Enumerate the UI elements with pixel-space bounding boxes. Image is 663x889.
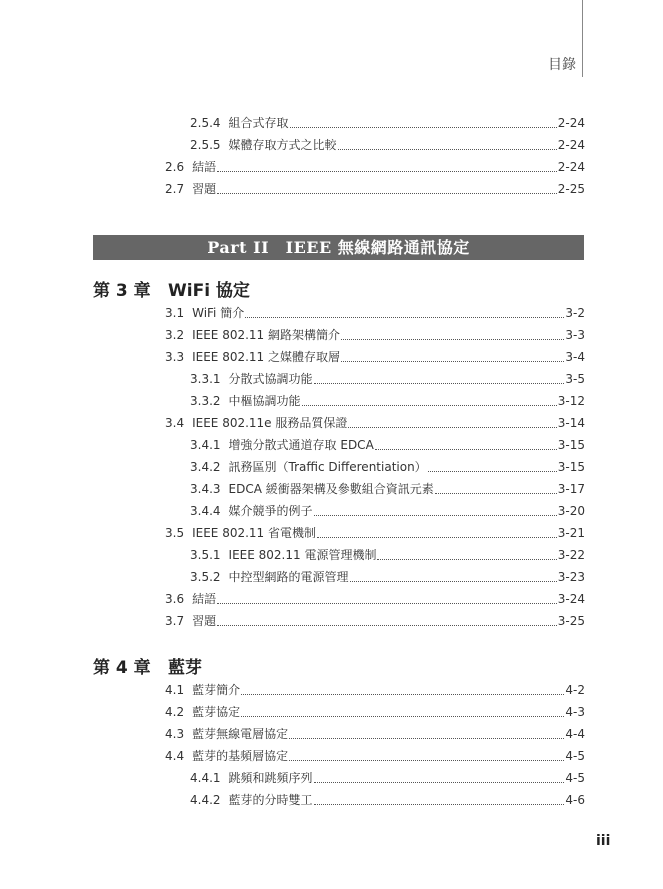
toc-entry[interactable] <box>190 367 585 387</box>
entry-title: 結語 <box>192 592 217 606</box>
entry-title: 結語 <box>192 160 217 174</box>
dot-leader <box>217 603 557 604</box>
entry-title: 增強分散式通道存取 EDCA <box>228 438 374 452</box>
toc-entry[interactable] <box>165 521 585 541</box>
entry-title: 藍芽的分時雙工 <box>228 793 313 807</box>
toc-entry[interactable] <box>190 389 585 409</box>
dot-leader <box>302 405 557 406</box>
dot-leader <box>338 149 557 150</box>
entry-title: IEEE 802.11 省電機制 <box>192 526 316 540</box>
entry-number: 3.3 <box>165 350 185 364</box>
dot-leader <box>245 317 564 318</box>
entry-page: 3-3 <box>565 328 585 342</box>
entry-title: IEEE 802.11 電源管理機制 <box>228 548 377 562</box>
entry-title: 跳頻和跳頻序列 <box>228 771 313 785</box>
dot-leader <box>341 361 564 362</box>
dot-leader <box>217 625 557 626</box>
toc-entry[interactable] <box>190 455 585 475</box>
entry-page: 3-2 <box>565 306 585 320</box>
entry-number: 2.5.5 <box>190 138 221 152</box>
toc-entry[interactable] <box>190 111 585 131</box>
entry-page: 3-5 <box>565 372 585 386</box>
dot-leader <box>375 449 557 450</box>
entry-title: IEEE 802.11 網路架構簡介 <box>192 328 340 342</box>
toc-entry[interactable] <box>165 301 585 321</box>
entry-number: 2.6 <box>165 160 185 174</box>
dot-leader <box>377 559 556 560</box>
toc-entry[interactable] <box>165 609 585 629</box>
dot-leader <box>289 760 564 761</box>
entry-number: 3.1 <box>165 306 185 320</box>
entry-page: 4-2 <box>565 683 585 697</box>
toc-entry[interactable] <box>165 722 585 742</box>
entry-title: IEEE 802.11 之媒體存取層 <box>192 350 340 364</box>
entry-page: 3-20 <box>557 504 585 518</box>
entry-page: 3-22 <box>557 548 585 562</box>
entry-number: 4.1 <box>165 683 185 697</box>
toc-entry[interactable] <box>165 700 585 720</box>
entry-number: 2.7 <box>165 182 185 196</box>
entry-title: 藍芽協定 <box>192 705 241 719</box>
dot-leader <box>348 427 556 428</box>
entry-number: 4.2 <box>165 705 185 719</box>
entry-page: 3-23 <box>557 570 585 584</box>
dot-leader <box>314 515 557 516</box>
toc-entry[interactable] <box>165 411 585 431</box>
toc-entry[interactable] <box>165 155 585 175</box>
dot-leader <box>290 127 557 128</box>
part-banner: Part II IEEE 無線網路通訊協定 <box>93 235 584 260</box>
entry-number: 3.7 <box>165 614 185 628</box>
toc-entry[interactable] <box>165 678 585 698</box>
toc-entry[interactable] <box>165 744 585 764</box>
chapter-heading-3[interactable] <box>93 276 393 301</box>
dot-leader <box>341 339 564 340</box>
toc-entry[interactable] <box>165 345 585 365</box>
dot-leader <box>241 694 564 695</box>
entry-number: 3.4.3 <box>190 482 221 496</box>
dot-leader <box>314 383 565 384</box>
dot-leader <box>217 171 557 172</box>
toc-entry[interactable] <box>165 323 585 343</box>
entry-page: 4-6 <box>565 793 585 807</box>
margin-rule <box>582 0 583 77</box>
entry-number: 2.5.4 <box>190 116 221 130</box>
entry-title: 藍芽簡介 <box>192 683 241 697</box>
entry-number: 4.4.2 <box>190 793 221 807</box>
entry-number: 3.5 <box>165 526 185 540</box>
dot-leader <box>350 581 557 582</box>
entry-page: 3-14 <box>557 416 585 430</box>
entry-title: WiFi 簡介 <box>192 306 245 320</box>
entry-page: 2-24 <box>557 138 585 152</box>
entry-title: 分散式協調功能 <box>228 372 313 386</box>
entry-title: 習題 <box>192 182 217 196</box>
entry-page: 4-5 <box>565 749 585 763</box>
dot-leader <box>241 716 564 717</box>
toc-entry[interactable] <box>190 565 585 585</box>
entry-page: 3-17 <box>557 482 585 496</box>
dot-leader <box>317 537 557 538</box>
entry-number: 3.4 <box>165 416 185 430</box>
entry-title: 藍芽無線電層協定 <box>192 727 289 741</box>
entry-page: 4-4 <box>565 727 585 741</box>
entry-title: EDCA 緩衝器架構及參數組合資訊元素 <box>228 482 434 496</box>
entry-page: 4-3 <box>565 705 585 719</box>
entry-page: 4-5 <box>565 771 585 785</box>
toc-entry[interactable] <box>190 788 585 808</box>
chapter-title: WiFi 協定 <box>168 281 250 301</box>
dot-leader <box>314 804 565 805</box>
entry-page: 3-12 <box>557 394 585 408</box>
entry-number: 4.3 <box>165 727 185 741</box>
entry-number: 3.6 <box>165 592 185 606</box>
entry-number: 4.4.1 <box>190 771 221 785</box>
page-number: iii <box>596 833 611 849</box>
entry-page: 2-24 <box>557 160 585 174</box>
dot-leader <box>217 193 557 194</box>
entry-number: 3.4.2 <box>190 460 221 474</box>
toc-entry[interactable] <box>165 177 585 197</box>
toc-entry[interactable] <box>190 543 585 563</box>
entry-title: 組合式存取 <box>228 116 289 130</box>
entry-title: 習題 <box>192 614 217 628</box>
entry-page: 3-4 <box>565 350 585 364</box>
entry-number: 3.4.4 <box>190 504 221 518</box>
entry-page: 3-25 <box>557 614 585 628</box>
entry-page: 2-25 <box>557 182 585 196</box>
entry-title: 媒介競爭的例子 <box>228 504 313 518</box>
chapter-number: 第 3 章 <box>93 281 151 301</box>
entry-number: 3.5.2 <box>190 570 221 584</box>
toc-entry[interactable] <box>190 499 585 519</box>
dot-leader <box>289 738 564 739</box>
toc-entry[interactable] <box>165 587 585 607</box>
entry-number: 3.3.2 <box>190 394 221 408</box>
entry-title: 藍芽的基頻層協定 <box>192 749 289 763</box>
toc-entry[interactable] <box>190 477 585 497</box>
entry-number: 3.5.1 <box>190 548 221 562</box>
running-header: 目錄 <box>548 57 576 73</box>
chapter-title: 藍芽 <box>168 658 202 678</box>
entry-number: 3.3.1 <box>190 372 221 386</box>
entry-title: 中樞協調功能 <box>228 394 301 408</box>
toc-entry[interactable] <box>190 433 585 453</box>
entry-title: 訊務區別（Traffic Differentiation） <box>228 460 427 474</box>
toc-entry[interactable] <box>190 766 585 786</box>
entry-number: 3.4.1 <box>190 438 221 452</box>
chapter-number: 第 4 章 <box>93 658 151 678</box>
entry-number: 4.4 <box>165 749 185 763</box>
entry-page: 3-15 <box>557 460 585 474</box>
dot-leader <box>314 782 565 783</box>
chapter-heading-4[interactable] <box>93 653 393 678</box>
entry-title: 媒體存取方式之比較 <box>228 138 337 152</box>
entry-page: 3-15 <box>557 438 585 452</box>
entry-number: 3.2 <box>165 328 185 342</box>
entry-title: 中控型網路的電源管理 <box>228 570 349 584</box>
entry-page: 3-24 <box>557 592 585 606</box>
dot-leader <box>435 493 557 494</box>
dot-leader <box>428 471 557 472</box>
entry-page: 2-24 <box>557 116 585 130</box>
entry-title: IEEE 802.11e 服務品質保證 <box>192 416 348 430</box>
toc-entry[interactable] <box>190 133 585 153</box>
entry-page: 3-21 <box>557 526 585 540</box>
